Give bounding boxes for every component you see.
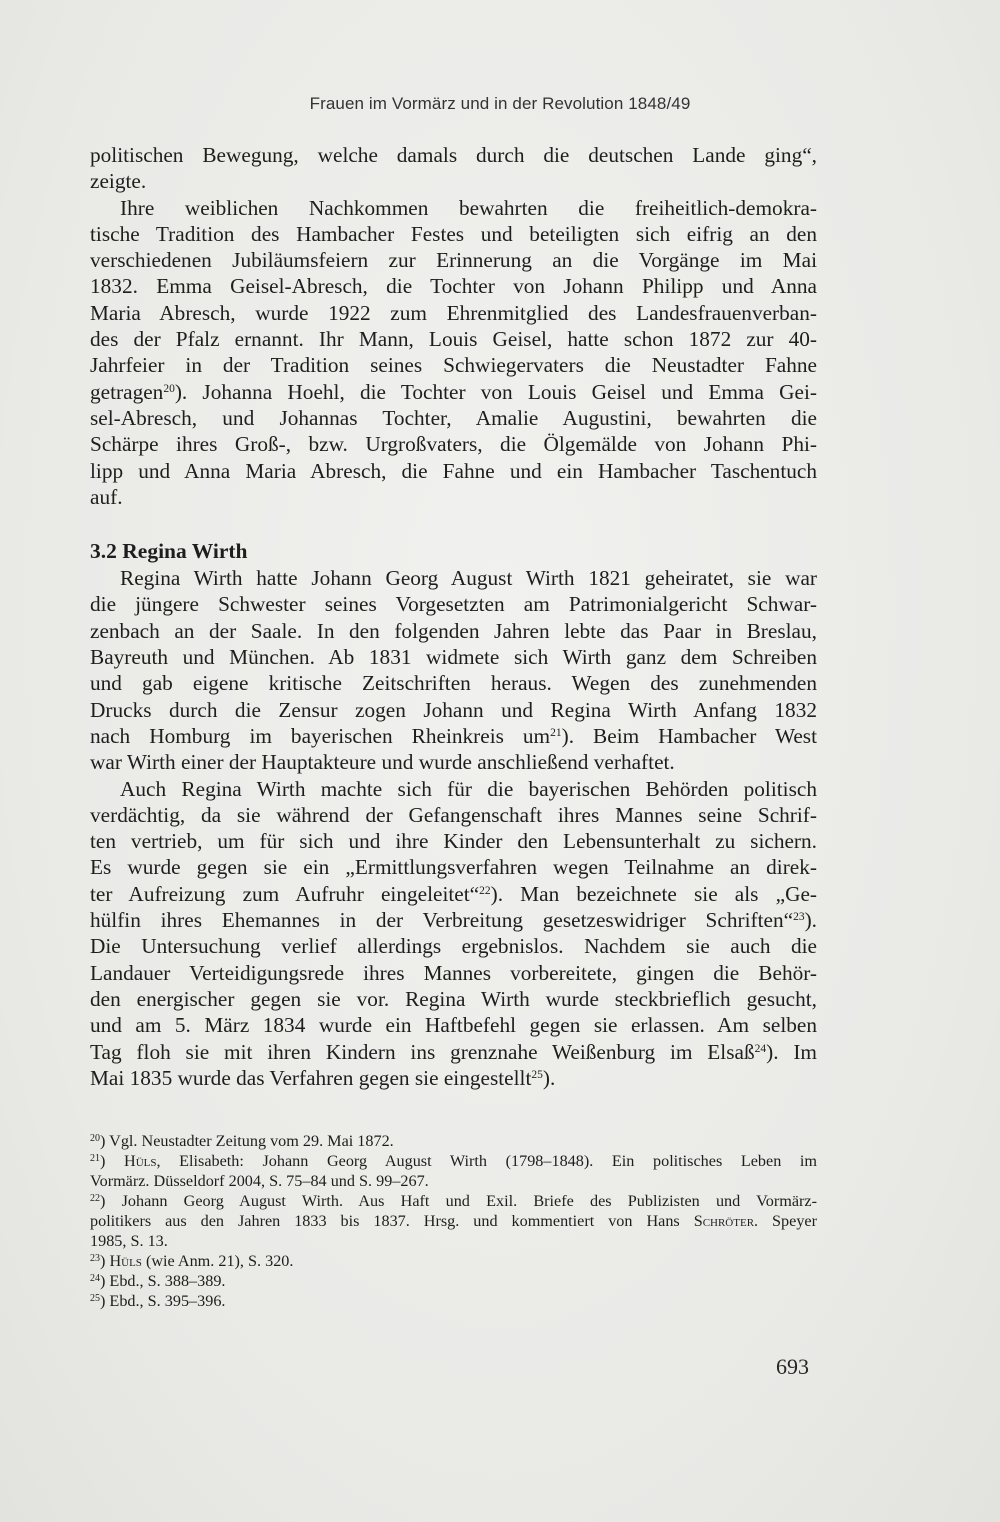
text-line: den energischer gegen sie vor. Regina Wirth wurde steckbrieflich gesucht, <box>90 986 817 1011</box>
footnote-22-cont: politikers aus den Jahren 1833 bis 1837. Hrsg. und kommentiert von Hans Schröter. Speyer <box>90 1212 817 1230</box>
footnote-ref: 24 <box>754 1042 767 1055</box>
footnote-ref: 25 <box>531 1068 543 1081</box>
text-line: lipp und Anna Maria Abresch, die Fahne und ein Hambacher Taschentuch <box>90 458 817 483</box>
text-line: war Wirth einer der Hauptakteure und wurde anschließend verhaftet. <box>90 750 675 775</box>
running-head: Frauen im Vormärz und in der Revolution 1848/49 <box>309 94 691 113</box>
text-line: verdächtig, da sie während der Gefangenschaft ihres Mannes seine Schrif- <box>90 802 817 827</box>
text-line: verschiedenen Jubiläumsfeiern zur Erinnerung an die Vorgänge im Mai <box>90 248 817 273</box>
text-line: Es wurde gegen sie ein „Ermittlungsverfahren wegen Teilnahme an direk- <box>90 855 817 880</box>
text-line: nach Homburg im bayerischen Rheinkreis um$^{21}$). Beim Hambacher West <box>90 723 817 748</box>
text-line: und am 5. März 1834 wurde ein Haftbefehl gegen sie erlassen. Am selben <box>90 1013 817 1038</box>
text-line: hülfin ihres Ehemannes in der Verbreitung gesetzeswidriger Schriften“$^{23}$). <box>90 908 817 933</box>
text-line: Bayreuth und München. Ab 1831 widmete sich Wirth ganz dem Schreiben <box>90 645 817 670</box>
text-line: getragen$^{20}$). Johanna Hoehl, die Tochter von Louis Geisel und Emma Gei- <box>90 379 817 404</box>
footnote-23: $^{23}$) Hüls (wie Anm. 21), S. 320. <box>90 1252 294 1270</box>
text-line: auf. <box>90 484 123 509</box>
footnote-ref: 23 <box>793 911 805 924</box>
text-line: ter Aufreizung zum Aufruhr eingeleitet“$^{22}$). Man bezeichnete sie als „Ge- <box>90 881 817 906</box>
text-line: politischen Bewegung, welche damals durch die deutschen Lande ging“, <box>90 143 817 167</box>
text-line: zenbach an der Saale. In den folgenden Jahren lebte das Paar in Breslau, <box>90 618 817 643</box>
footnote-22-cont: 1985, S. 13. <box>90 1232 168 1250</box>
text-line: tische Tradition des Hambacher Festes und beteiligten sich eifrig an den <box>90 221 817 246</box>
text-line: Tag floh sie mit ihren Kindern ins grenznahe Weißenburg im Elsaß$^{24}$). Im <box>90 1039 817 1064</box>
text-line: Schärpe ihres Groß-, bzw. Urgroßvaters, die Ölgemälde von Johann Phi- <box>90 432 817 457</box>
footnote-20: $^{20}$) Vgl. Neustadter Zeitung vom 29. Mai 1872. <box>90 1132 394 1150</box>
text-line: des der Pfalz ernannt. Ihr Mann, Louis Geisel, hatte schon 1872 zur 40- <box>90 327 817 352</box>
footnote-25: $^{25}$) Ebd., S. 395–396. <box>90 1292 226 1310</box>
text-line: Maria Abresch, wurde 1922 zum Ehrenmitglied des Landesfrauenverban- <box>90 300 817 325</box>
text-line: Die Untersuchung verlief allerdings ergebnislos. Nachdem sie auch die <box>90 934 817 959</box>
main-text <box>90 142 817 1091</box>
text-line: sel-Abresch, und Johannas Tochter, Amalie Augustini, bewahrten die <box>90 405 817 430</box>
footnote-21: $^{21}$) Hüls, Elisabeth: Johann Georg August Wirth (1798–1848). Ein politisches Leben im <box>90 1152 817 1170</box>
footnote-21-cont: Vormärz. Düsseldorf 2004, S. 75–84 und S. 99–267. <box>90 1172 429 1190</box>
text-line: 1832. Emma Geisel-Abresch, die Tochter von Johann Philipp und Anna <box>90 274 817 299</box>
section-heading: 3.2 Regina Wirth <box>90 539 248 564</box>
text-line: Drucks durch die Zensur zogen Johann und Regina Wirth Anfang 1832 <box>90 697 817 722</box>
text-line: Landauer Verteidigungsrede ihres Mannes vorbereitete, gingen die Behör- <box>90 960 817 985</box>
text-line: Ihre weiblichen Nachkommen bewahrten die freiheitlich-demokra- <box>120 195 817 220</box>
text-line: und gab eigene kritische Zeitschriften heraus. Wegen des zunehmenden <box>90 671 817 696</box>
text-line: Jahrfeier in der Tradition seines Schwiegervaters die Neustadter Fahne <box>90 353 817 378</box>
footnote-ref: 20 <box>163 382 175 395</box>
page-number: 693 <box>776 1354 809 1379</box>
text-line: Auch Regina Wirth machte sich für die bayerischen Behörden politisch <box>120 776 817 801</box>
footnotes <box>90 1131 817 1311</box>
text-line: zeigte. <box>90 169 147 194</box>
text-line: Regina Wirth hatte Johann Georg August Wirth 1821 geheiratet, sie war <box>120 566 817 591</box>
text-line: die jüngere Schwester seines Vorgesetzten am Patrimonialgericht Schwar- <box>90 592 817 617</box>
footnote-ref: 21 <box>550 726 562 739</box>
footnote-22: $^{22}$) Johann Georg August Wirth. Aus Haft und Exil. Briefe des Publizisten und Vormärz- <box>90 1192 817 1210</box>
footnote-24: $^{24}$) Ebd., S. 388–389. <box>90 1272 226 1290</box>
footnote-ref: 22 <box>479 884 491 897</box>
text-line: ten vertrieb, um für sich und ihre Kinder den Lebensunterhalt zu sichern. <box>90 829 817 854</box>
text-line: Mai 1835 wurde das Verfahren gegen sie eingestellt$^{25}$). <box>90 1065 556 1090</box>
